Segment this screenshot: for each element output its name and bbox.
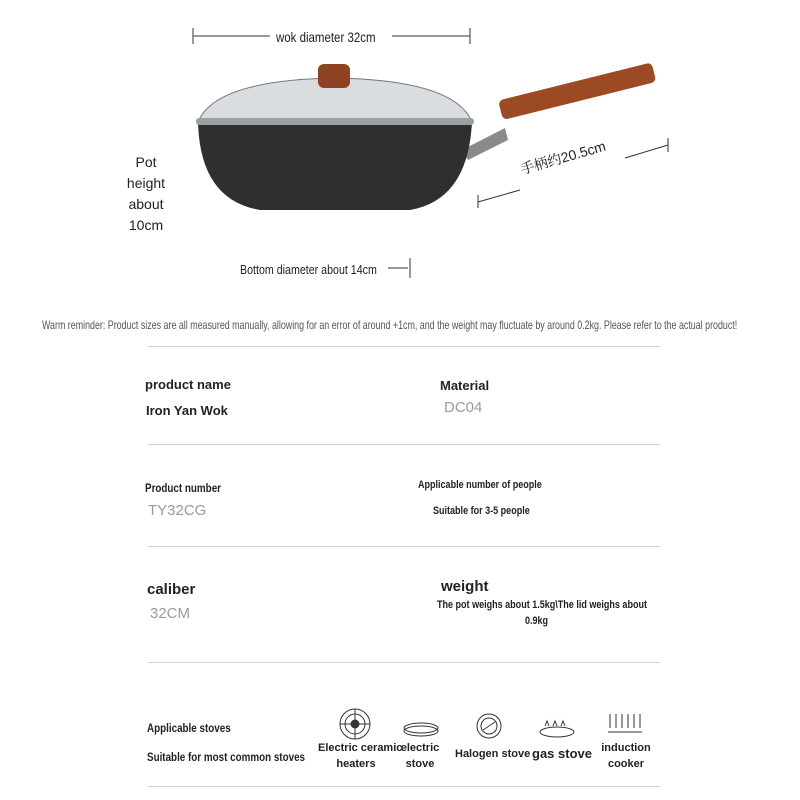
lid-knob [318, 64, 350, 88]
wok-diameter-label: wok diameter 32cm [276, 29, 376, 45]
divider [148, 786, 660, 787]
pot-height-label: Pot height about 10cm [126, 154, 166, 233]
people-label: Applicable number of people [418, 479, 542, 491]
product-number-value: TY32CG [148, 502, 207, 519]
material-value: DC04 [444, 399, 483, 416]
stove-induction: induction cooker [601, 742, 651, 770]
stoves-value: Suitable for most common stoves [147, 750, 306, 764]
material-label: Material [440, 378, 490, 393]
divider [148, 546, 660, 547]
caliber-value: 32CM [150, 605, 191, 622]
stove-icons [330, 706, 660, 742]
stove-gas: gas stove [532, 746, 592, 761]
stove-electric: electric stove [400, 742, 440, 770]
weight-value: The pot weighs about 1.5kg\The lid weighs about [437, 599, 647, 611]
induction-cooker-icon [608, 714, 642, 732]
bottom-diameter-label: Bottom diameter about 14cm [240, 262, 377, 277]
divider [148, 662, 660, 663]
halogen-stove-icon [477, 714, 501, 738]
product-name-label: product name [145, 377, 231, 392]
stove-electric-ceramic: Electric ceramic heaters [318, 742, 403, 770]
electric-ceramic-icon [340, 709, 370, 739]
people-value: Suitable for 3-5 people [433, 505, 530, 517]
caliber-label: caliber [147, 581, 196, 598]
wok-handle [462, 62, 656, 160]
weight-value-2: 0.9kg [525, 615, 549, 627]
divider [148, 346, 660, 347]
wok-body [198, 122, 472, 210]
weight-label: weight [441, 578, 489, 595]
wok-illustration [0, 0, 800, 300]
stoves-label: Applicable stoves [147, 721, 231, 735]
warm-reminder: Warm reminder: Product sizes are all measured manually, allowing for an error of around +1cm, and the weight may fluctuate by around 0.2kg. Please refer to the actual product! [42, 318, 738, 332]
electric-stove-icon [404, 723, 438, 736]
handle-length-label: 手柄约20.5cm [518, 137, 608, 178]
divider [148, 444, 660, 445]
stove-halogen: Halogen stove [455, 748, 531, 760]
product-number-label: Product number [145, 481, 221, 495]
product-name-value: Iron Yan Wok [146, 403, 228, 418]
gas-stove-icon [540, 721, 574, 737]
